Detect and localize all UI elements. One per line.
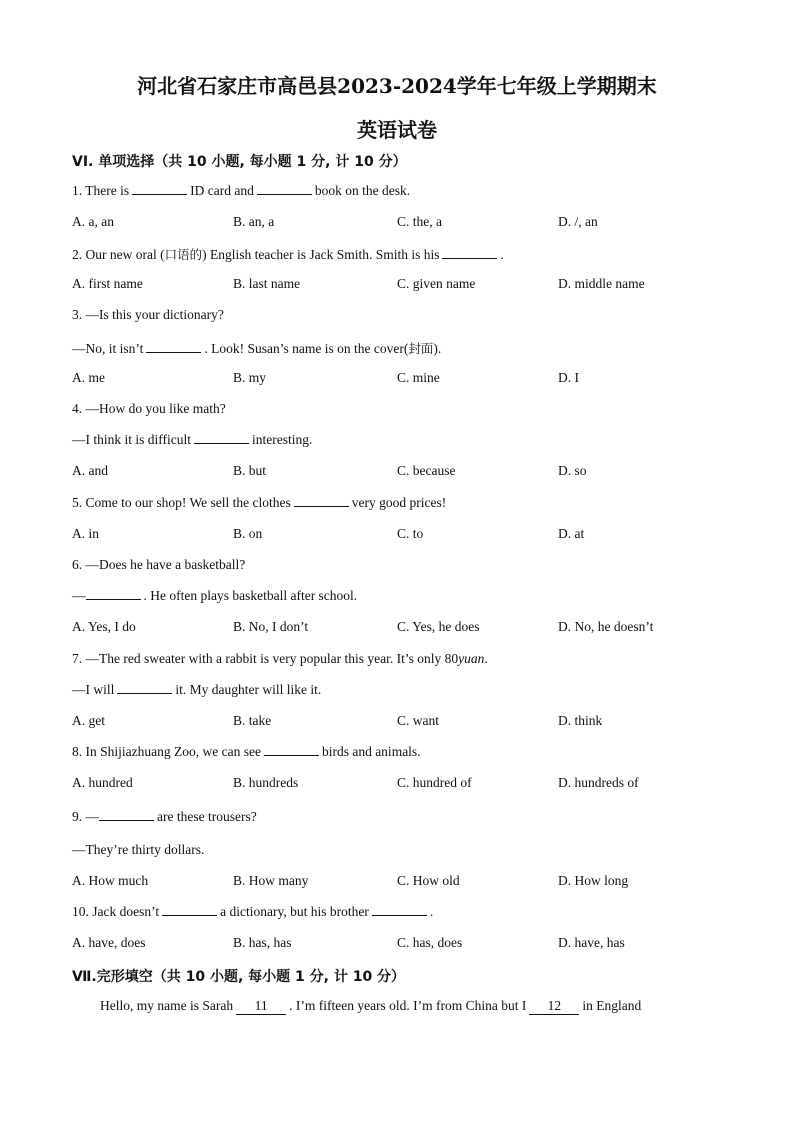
- option-a[interactable]: A. hundred: [72, 775, 133, 790]
- question-5-options: [72, 526, 732, 544]
- question-5: 5. Come to our shop! We sell the clothes very good prices!: [72, 495, 447, 510]
- option-b[interactable]: B. my: [233, 370, 267, 385]
- option-c[interactable]: C. Yes, he does: [397, 619, 480, 634]
- question-4-options: [72, 463, 732, 481]
- option-c[interactable]: C. hundred of: [397, 775, 472, 790]
- option-d[interactable]: D. I: [558, 370, 579, 385]
- option-a[interactable]: A. in: [72, 526, 99, 541]
- cloze-passage: Hello, my name is Sarah 11 . I’m fifteen years old. I’m from China but I 12 in England: [100, 998, 642, 1013]
- option-c[interactable]: C. to: [397, 526, 424, 541]
- answer-blank: [294, 495, 349, 507]
- question-1-options: [72, 214, 732, 232]
- answer-blank: [257, 183, 312, 195]
- option-a[interactable]: A. How much: [72, 873, 149, 888]
- question-3-reply: —No, it isn’t . Look! Susan’s name is on the cover(封面).: [72, 341, 442, 356]
- option-b[interactable]: B. an, a: [233, 214, 275, 229]
- answer-blank: [162, 904, 217, 916]
- question-7: 7. —The red sweater with a rabbit is very popular this year. It’s only 80yuan.: [72, 651, 488, 666]
- option-b[interactable]: B. but: [233, 463, 267, 478]
- option-c[interactable]: C. the, a: [397, 214, 442, 229]
- question-10-options: [72, 935, 732, 953]
- option-b[interactable]: B. No, I don’t: [233, 619, 309, 634]
- option-d[interactable]: D. at: [558, 526, 585, 541]
- option-a[interactable]: A. get: [72, 713, 105, 728]
- question-4: 4. —How do you like math?: [72, 401, 226, 416]
- question-7-reply: —I will it. My daughter will like it.: [72, 682, 322, 697]
- option-b[interactable]: B. take: [233, 713, 272, 728]
- question-3: 3. —Is this your dictionary?: [72, 307, 224, 322]
- question-3-options: [72, 370, 732, 388]
- exam-title: 河北省石家庄市高邑县2023-2024学年七年级上学期期末: [137, 74, 657, 98]
- question-2-options: [72, 276, 732, 294]
- option-a[interactable]: A. a, an: [72, 214, 114, 229]
- section-6-heading: VI. 单项选择（共 10 小题, 每小题 1 分, 计 10 分）: [72, 154, 407, 170]
- option-a[interactable]: A. Yes, I do: [72, 619, 136, 634]
- answer-blank: [146, 341, 201, 353]
- question-9-reply: —They’re thirty dollars.: [72, 842, 205, 857]
- answer-blank: [372, 904, 427, 916]
- question-4-reply: —I think it is difficult interesting.: [72, 432, 313, 447]
- option-c[interactable]: C. given name: [397, 276, 476, 291]
- option-c[interactable]: C. How old: [397, 873, 460, 888]
- option-d[interactable]: D. middle name: [558, 276, 645, 291]
- option-a[interactable]: A. me: [72, 370, 105, 385]
- option-d[interactable]: D. think: [558, 713, 603, 728]
- option-a[interactable]: A. first name: [72, 276, 143, 291]
- question-6: 6. —Does he have a basketball?: [72, 557, 246, 572]
- answer-blank: [86, 588, 141, 600]
- option-b[interactable]: B. on: [233, 526, 263, 541]
- question-6-options: [72, 619, 732, 637]
- option-c[interactable]: C. has, does: [397, 935, 463, 950]
- question-10: 10. Jack doesn’t a dictionary, but his brother .: [72, 904, 434, 919]
- question-8: 8. In Shijiazhuang Zoo, we can see birds and animals.: [72, 744, 421, 759]
- question-8-options: [72, 775, 732, 793]
- option-c[interactable]: C. because: [397, 463, 456, 478]
- question-2: 2. Our new oral (口语的) English teacher is Jack Smith. Smith is his .: [72, 247, 504, 262]
- question-1: 1. There is ID card and book on the desk.: [72, 183, 411, 198]
- answer-blank: [442, 247, 497, 259]
- cloze-blank-11[interactable]: 11: [236, 998, 286, 1015]
- answer-blank: [99, 809, 154, 821]
- option-c[interactable]: C. mine: [397, 370, 440, 385]
- option-b[interactable]: B. last name: [233, 276, 301, 291]
- answer-blank: [194, 432, 249, 444]
- option-a[interactable]: A. have, does: [72, 935, 146, 950]
- option-d[interactable]: D. No, he doesn’t: [558, 619, 654, 634]
- option-a[interactable]: A. and: [72, 463, 108, 478]
- option-d[interactable]: D. /, an: [558, 214, 598, 229]
- option-d[interactable]: D. have, has: [558, 935, 625, 950]
- answer-blank: [132, 183, 187, 195]
- question-6-reply: — . He often plays basketball after school.: [72, 588, 358, 603]
- question-7-options: [72, 713, 732, 731]
- answer-blank: [117, 682, 172, 694]
- answer-blank: [264, 744, 319, 756]
- option-d[interactable]: D. hundreds of: [558, 775, 639, 790]
- option-b[interactable]: B. has, has: [233, 935, 292, 950]
- question-9-options: [72, 873, 732, 891]
- option-c[interactable]: C. want: [397, 713, 439, 728]
- exam-subtitle: 英语试卷: [357, 118, 437, 142]
- option-d[interactable]: D. so: [558, 463, 587, 478]
- option-d[interactable]: D. How long: [558, 873, 629, 888]
- option-b[interactable]: B. How many: [233, 873, 309, 888]
- option-b[interactable]: B. hundreds: [233, 775, 299, 790]
- cloze-blank-12[interactable]: 12: [529, 998, 579, 1015]
- question-9: 9. — are these trousers?: [72, 809, 257, 824]
- section-7-heading: Ⅶ.完形填空（共 10 小题, 每小题 1 分, 计 10 分）: [72, 969, 406, 985]
